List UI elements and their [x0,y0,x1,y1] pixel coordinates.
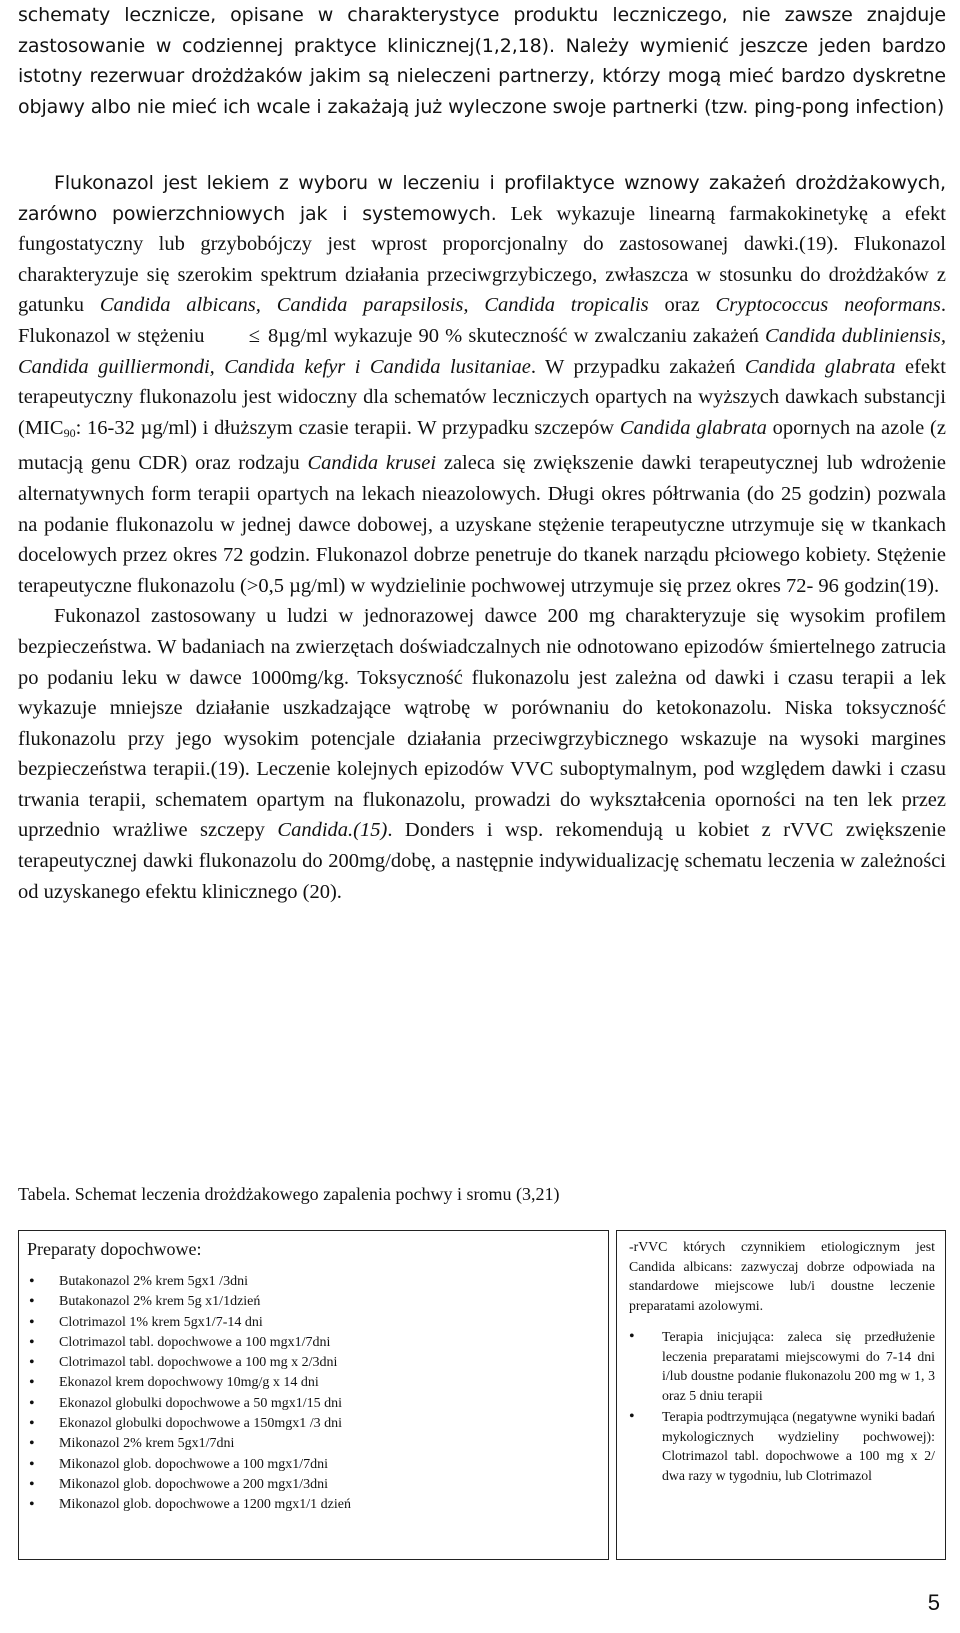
paragraph-2-text-e: . W przypadku zakażeń [530,355,745,378]
list-item: • Terapia podtrzymująca (negatywne wyniki badań mykologicznych wydzieliny pochwowej): Clotrimazol tabl. dopochwowe a 100 mg x 2/ dwa razy w tygodniu, lub Clotrimazol [629,1407,935,1485]
list-item: • Butakonazol 2% krem 5g x1/1dzień [29,1292,608,1312]
page-number: 5 [927,1590,940,1615]
list-item: • Terapia inicjująca: zaleca się przedłużenie leczenia preparatami miejscowymi do 7-14 dni i/lub doustne podanie flukonazolu 200 mg w 1, 3 oraz 5 dniu terapii [629,1327,935,1405]
paragraph-2-text-c: . Flukonazol w stężeniu [18,294,947,347]
left-cell-title: Preparaty dopochwowe: [27,1239,202,1259]
paragraph-2-text-j: zaleca się zwiększenie dawki terapeutycznej lub wdrożenie alternatywnych form terapii opartych na lekach nieazolowych. Długi okres półtrwania (do 25 godzin) pozwala na podanie flukonazolu w jednej dawce dobowej, a uzyskane stężenie terapeutyczne utrzymuje się w tkankach docelowych przez okres 72 godzin. Flukonazol dobrze penetruje do tkanek narządu płciowego kobiety. Stężenie terapeutyczne flukonazolu (>0,5 µg/ml) w wydzielinie pochwowej utrzymuje się przez okres 72- 96 godzin(19). [18,452,946,597]
species-list-1: Candida albicans, Candida parapsilosis, Candida tropicalis [99,294,649,317]
list-item: • Clotrimazol 1% krem 5gx1/7-14 dni [29,1313,608,1333]
list-item: • Clotrimazol tabl. dopochwowe a 100 mg x 2/3dni [29,1353,608,1373]
list-item: • Ekonazol globulki dopochwowe a 150mgx1 /3 dni [29,1414,608,1434]
list-item: • Mikonazol glob. dopochwowe a 200 mgx1/3dni [29,1475,608,1495]
paragraph-3-text-a: Fukonazol zastosowany u ludzi w jednorazowej dawce 200 mg charakteryzuje się wysokim profilem bezpieczeństwa. W badaniach na zwierzętach doświadczalnych nie odnotowano epizodów śmiertelnego zatrucia po podaniu leku w dawce 1000mg/kg. Toksyczność flukonazolu jest zależna od dawki i czasu terapii a lek wykazuje mniejsze działanie uszkadzające wątrobę w porównaniu do ketokonazolu. Niska toksyczność flukonazolu przy jego wysokim potencjale działania przeciwgrzybicznego wskazuje na wysoki margines bezpieczeństwa terapii.(19). Leczenie kolejnych epizodów VVC suboptymalnym, pod względem dawki i czasu trwania terapii, schematem opartym na flukonazolu, prowadzi do wykształcenia oporności na ten lek przez uprzednio wrażliwe szczepy [18,605,946,842]
paragraph-3 [18,601,946,907]
table-left-cell [18,1230,609,1560]
paragraph-2-text-b: oraz [648,294,716,317]
paragraph-2-lead: Flukonazol jest lekiem z wyboru w leczeniu i profilaktyce wznowy zakażeń drożdżakowych, zarówno powierzchniowych jak i systemowych. [18,172,946,225]
species-krusei: Candida krusei [307,452,437,475]
table-caption: Tabela. Schemat leczenia drożdżakowego zapalenia pochwy i sromu (3,21) [18,1184,560,1204]
list-item: • Clotrimazol tabl. dopochwowe a 100 mgx1/7dni [29,1333,608,1353]
paragraph-2-text-a: Lek wykazuje linearną farmakokinetykę a efekt fungostatyczny lub grzybobójczy jest wprost proporcjonalny do zastosowanej dawki.(19). Flukonazol charakteryzuje się szerokim spektrum działania przeciwgrzybiczego, zwłaszcza w stosunku do drożdżaków z gatunku [18,202,946,317]
less-equal-symbol: ≤ [248,324,260,347]
list-item: • Ekonazol krem dopochwowy 10mg/g x 14 dni [29,1373,608,1393]
species-candida-ref: Candida.(15) [277,819,388,842]
paragraph-2 [18,168,946,601]
list-item: • Mikonazol 2% krem 5gx1/7dni [29,1434,608,1454]
species-glabrata-2: Candida glabrata [619,416,767,439]
vaginal-preparations-list [19,1272,608,1516]
paragraph-2-text-d: 8µg/ml wykazuje 90 % skuteczność w zwalczaniu zakażeń [261,324,766,347]
species-glabrata-1: Candida glabrata [744,355,896,378]
list-item: • Butakonazol 2% krem 5gx1 /3dni [29,1272,608,1292]
paragraph-2-text-f: efekt terapeutyczny flukonazolu jest widoczny dla schematów leczniczych opartych na wyższych dawkach substancji (MIC [18,355,946,439]
paragraph-flukonazol [18,168,946,907]
paragraph-2-text-h: opornych na azole (z mutacją genu CDR) oraz rodzaju [18,416,946,475]
list-item: • Mikonazol glob. dopochwowe a 1200 mgx1/1 dzień [29,1495,608,1515]
paragraph-1-text: schematy lecznicze, opisane w charakterystyce produktu leczniczego, nie zawsze znajduje zastosowanie w codziennej praktyce klinicznej(1,2,18). Należy wymienić jeszcze jeden bardzo istotny rezerwuar drożdżaków jakim są nieleczeni partnerzy, którzy mogą mieć bardzo dyskretne objawy albo nie mieć ich wcale i zakażają już wyleczone swoje partnerki (tzw. ping-pong infection) [18,4,946,118]
table-right-cell [616,1230,946,1560]
right-cell-intro: -rVVC których czynnikiem etiologicznym jest Candida albicans: zazwyczaj dobrze odpowiada na standardowe miejscowe lub/i doustne leczenie preparatami azolowymi. [629,1239,935,1313]
species-cryptococcus: Cryptococcus neoformans [715,294,941,317]
list-item: • Ekonazol globulki dopochwowe a 50 mgx1/15 dni [29,1394,608,1414]
species-list-2: Candida dubliniensis, Candida guilliermondi, Candida kefyr i Candida lusitaniae [18,324,946,378]
paragraph-ping-pong [18,0,946,122]
therapy-list [629,1327,935,1485]
list-item: • Mikonazol glob. dopochwowe a 100 mgx1/7dni [29,1455,608,1475]
paragraph-2-text-g: : 16-32 µg/ml) i dłuższym czasie terapii. W przypadku szczepów [75,416,620,439]
paragraph-3-text-b: . Donders i wsp. rekomendują u kobiet z rVVC zwiększenie terapeutycznej dawki flukonazolu do 200mg/dobę, a następnie indywidualizację schematu leczenia w zależności od uzyskanego efektu klinicznego (20). [18,819,946,903]
mic-subscript: 90 [63,425,76,440]
